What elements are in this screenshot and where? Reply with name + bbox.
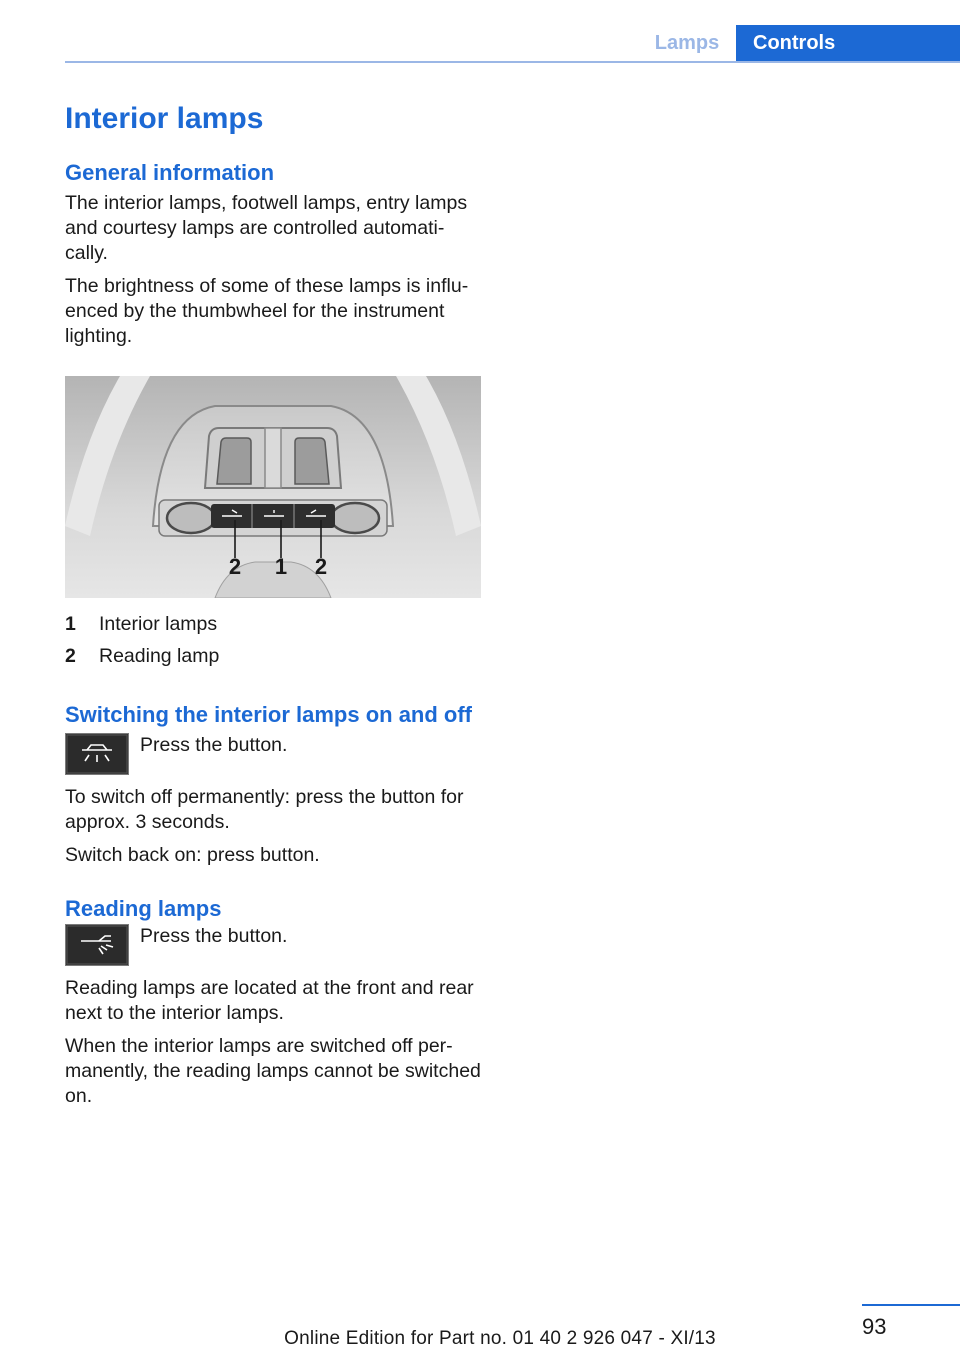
switching-instruction-row bbox=[65, 733, 481, 775]
switching-para-1: To switch off permanently: press the button for approx. 3 seconds. bbox=[65, 786, 464, 833]
header-section-tab[interactable]: Lamps bbox=[654, 31, 720, 54]
footer-edition: Online Edition for Part no. 01 40 2 926 047 - XI/13 bbox=[284, 1328, 716, 1349]
general-info-para-2: The brightness of some of these lamps is influ-enced by the thumbwheel for the instrument lighting. bbox=[65, 275, 469, 347]
legend-label: Reading lamp bbox=[99, 645, 220, 667]
main-column bbox=[65, 100, 481, 1109]
callout-label: 1 bbox=[274, 554, 288, 579]
callout-label: 2 bbox=[228, 554, 242, 579]
overhead-console-illustration bbox=[65, 376, 481, 598]
legend-item bbox=[65, 608, 481, 640]
reading-lamps-heading: Reading lamps bbox=[65, 896, 222, 921]
general-info-heading: General information bbox=[65, 160, 275, 185]
reading-instruction: Press the button. bbox=[140, 925, 288, 947]
reading-para-2: When the interior lamps are switched off per-manently, the reading lamps cannot be switched on. bbox=[65, 1035, 481, 1107]
page-number: 93 bbox=[862, 1314, 887, 1339]
footer-divider bbox=[862, 1304, 960, 1306]
overhead-console-figure bbox=[65, 376, 481, 598]
legend-number: 1 bbox=[65, 613, 76, 635]
legend-number: 2 bbox=[65, 645, 76, 667]
switching-heading: Switching the interior lamps on and off bbox=[65, 702, 473, 727]
figure-legend bbox=[65, 608, 481, 672]
header-divider bbox=[65, 61, 960, 63]
legend-label: Interior lamps bbox=[99, 613, 218, 635]
interior-lamp-button-icon bbox=[65, 733, 129, 775]
reading-lamp-button-icon bbox=[65, 924, 129, 966]
reading-instruction-row bbox=[65, 924, 481, 966]
general-info-para-1: The interior lamps, footwell lamps, entry lamps and courtesy lamps are controlled automati-cally. bbox=[65, 192, 468, 264]
header-chapter-tab[interactable]: Controls bbox=[736, 25, 960, 61]
callout-label: 2 bbox=[314, 554, 328, 579]
legend-item bbox=[65, 640, 481, 672]
reading-para-1: Reading lamps are located at the front and rear next to the interior lamps. bbox=[65, 977, 474, 1024]
switching-instruction: Press the button. bbox=[140, 734, 288, 756]
header-tabs bbox=[638, 25, 960, 61]
page-title: Interior lamps bbox=[65, 102, 264, 135]
switching-para-2: Switch back on: press button. bbox=[65, 844, 320, 866]
